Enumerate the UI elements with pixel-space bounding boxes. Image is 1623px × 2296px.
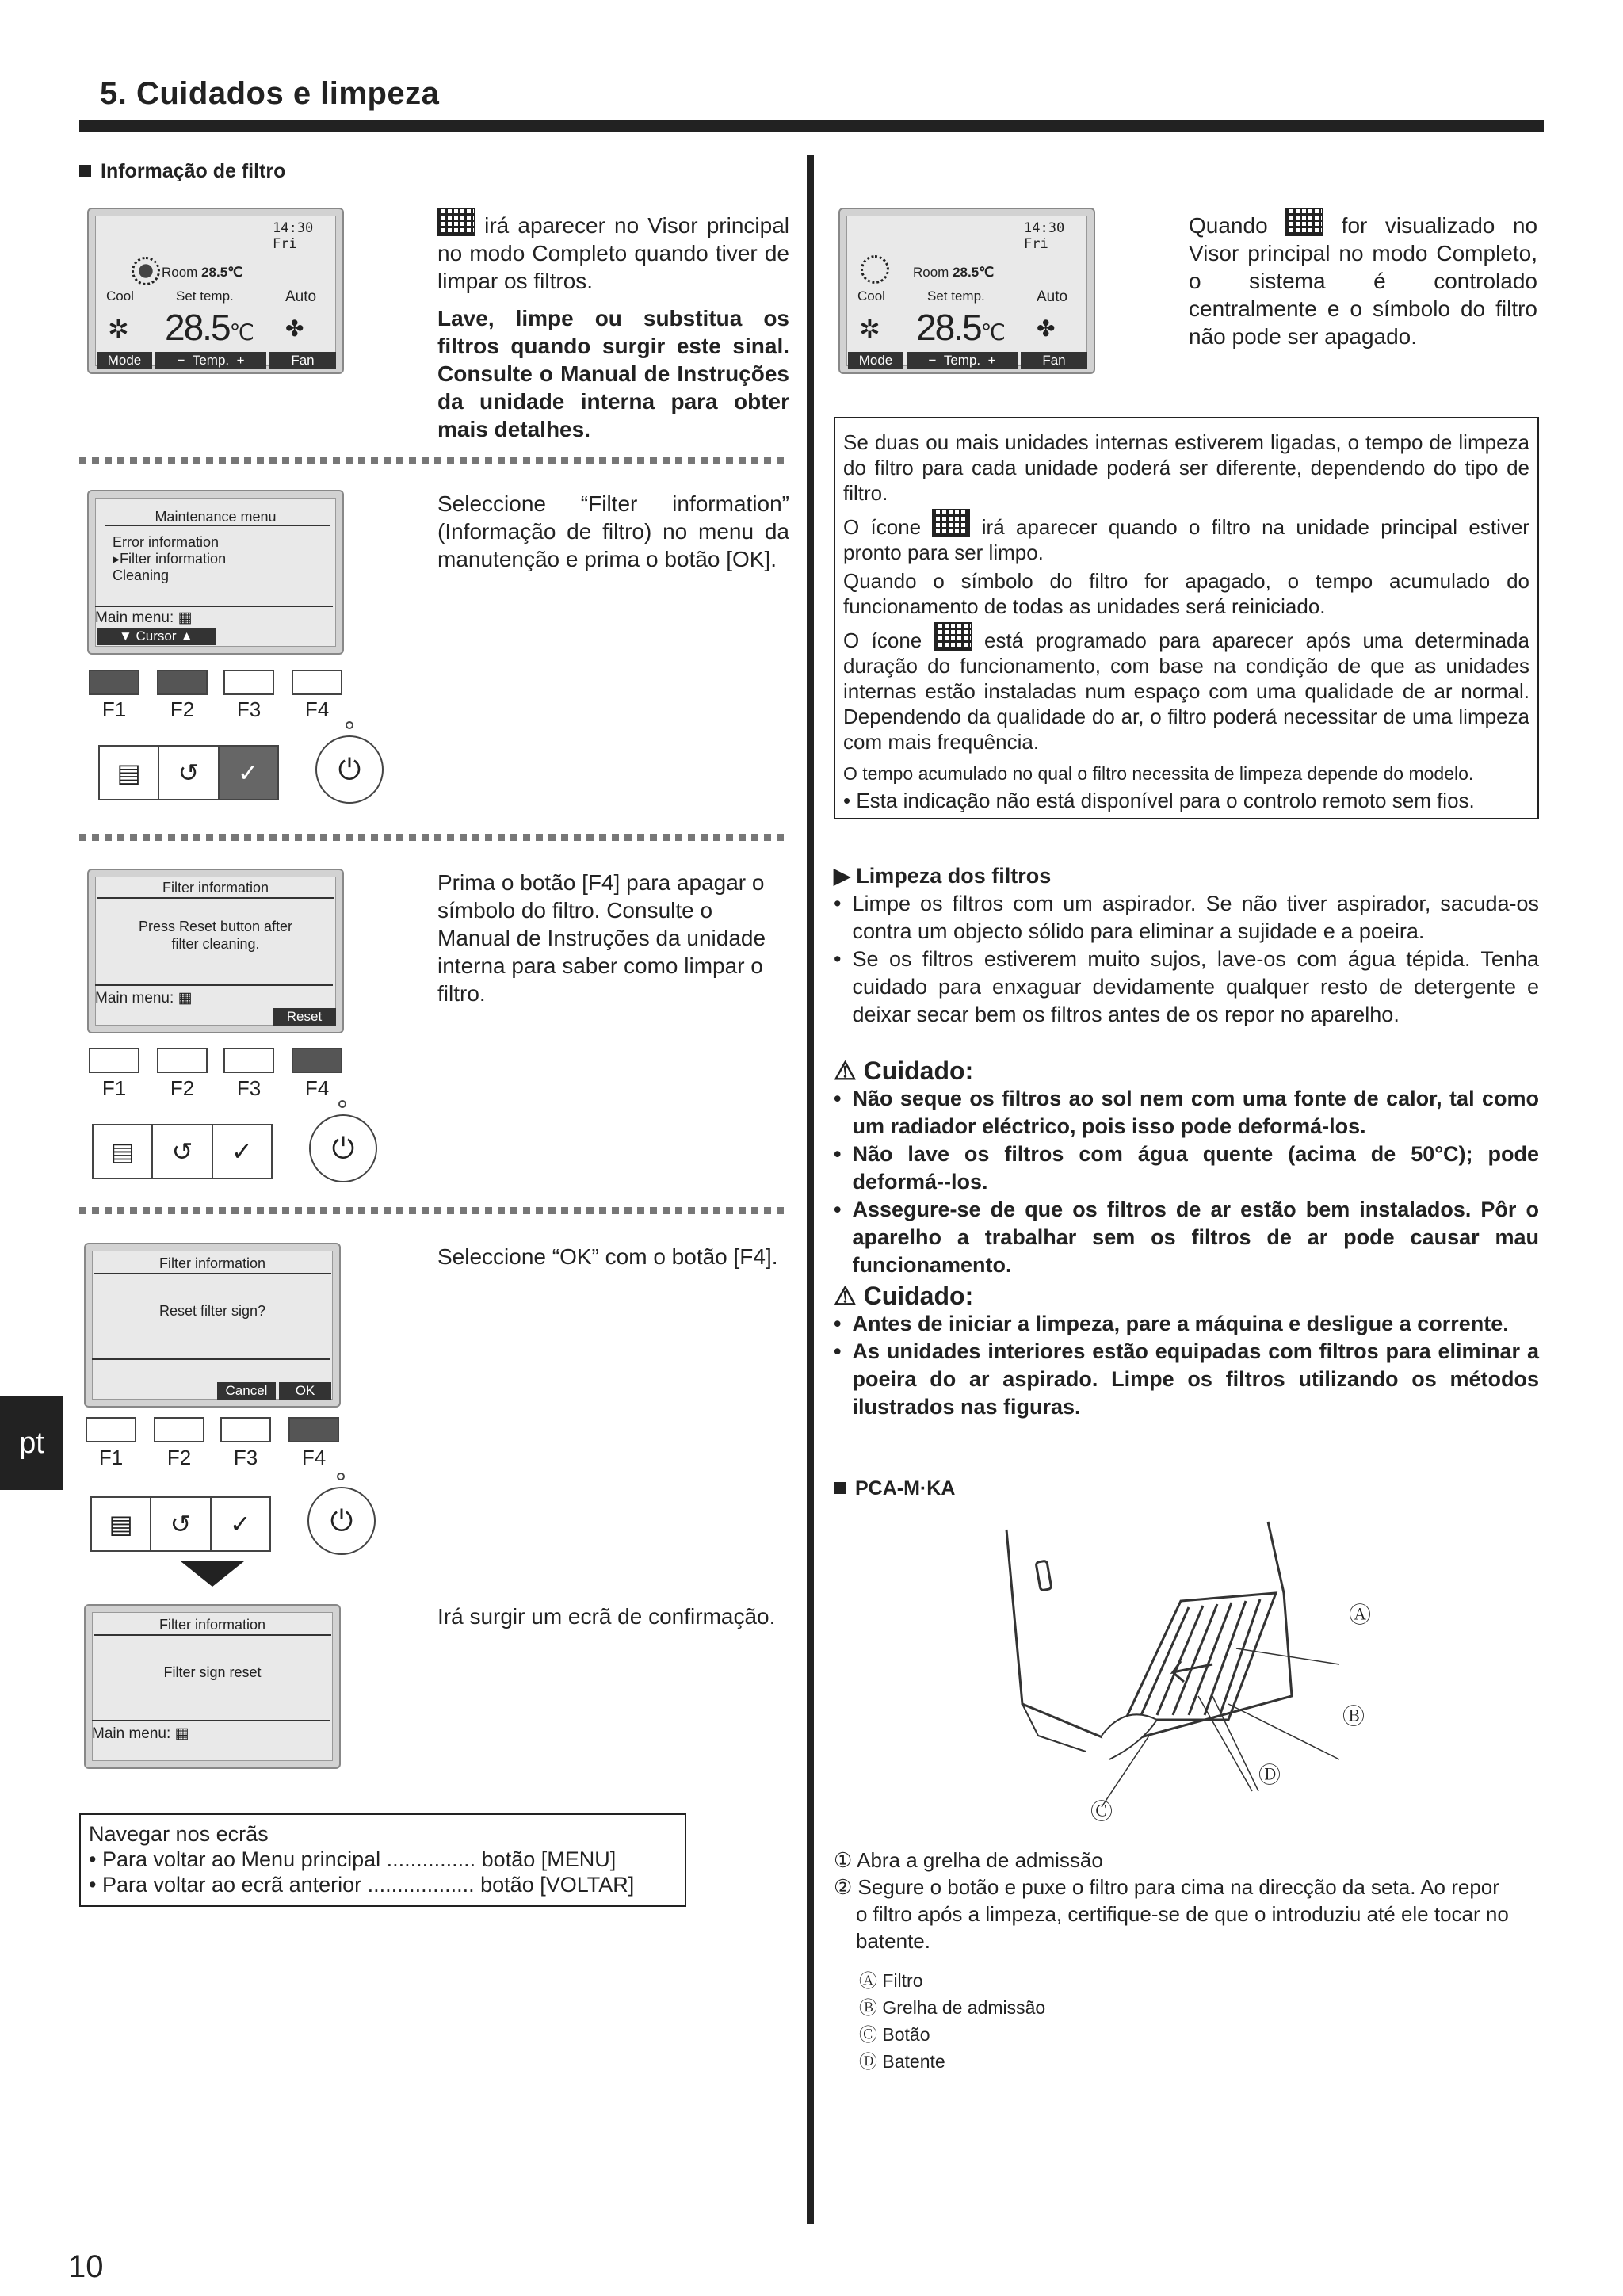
filter-alert-icon — [132, 257, 160, 285]
caution-title: Cuidado: — [863, 1282, 974, 1310]
lcd-main-menu-label: Main menu: — [95, 609, 174, 626]
power-led — [346, 721, 353, 729]
f2-key[interactable] — [157, 670, 208, 695]
f2-key[interactable] — [157, 1048, 208, 1073]
minus-icon: − — [177, 353, 185, 368]
lcd-set-temperature: 28.5 — [916, 307, 981, 348]
f4-key[interactable] — [288, 1417, 339, 1442]
lcd-temp-unit: ℃ — [229, 320, 253, 345]
lcd-day: Fri — [1024, 236, 1048, 252]
language-tab: pt — [0, 1396, 63, 1490]
back-button[interactable]: ↺ — [159, 747, 219, 799]
legend — [859, 1967, 1045, 2075]
filter-appear-text: irá aparecer no Visor principal no modo Completo quando tiver de limpar os filtros. — [437, 208, 789, 295]
lcd-menu-title: Maintenance menu — [155, 509, 277, 525]
menu-item-error-information[interactable]: Error information — [113, 534, 220, 550]
menu-item-cleaning[interactable]: Cleaning — [113, 567, 170, 583]
back-button[interactable]: ↺ — [153, 1125, 212, 1178]
caution-item: Antes de iniciar a limpeza, pare a máquina e desligue a corrente. — [852, 1312, 1509, 1335]
f1-label: F1 — [101, 697, 127, 721]
caution-item: Não lave os filtros com água quente (acima de 50°C); pode deformá--los. — [852, 1142, 1539, 1194]
f4-label: F4 — [304, 697, 330, 721]
info-wireless-note: • Esta indicação não está disponível para o controlo remoto sem fios. — [843, 789, 1475, 812]
central-control-text: Quando for visualizado no Visor principal no modo Completo, o sistema é controlado centralmente e o símbolo do filtro não pode ser apagado. — [1189, 208, 1537, 350]
lcd-mode-button-label: Mode — [97, 352, 152, 369]
plus-icon: + — [236, 353, 245, 368]
snowflake-icon: ✲ — [859, 315, 880, 343]
lcd-set-temperature: 28.5 — [165, 307, 230, 348]
f4-key[interactable] — [292, 1048, 342, 1073]
step-2-cont: o filtro após a limpeza, certifique-se de que o introduziu até ele tocar no batente. — [856, 1902, 1509, 1953]
lcd-main-screen — [87, 208, 344, 374]
page-number: 10 — [68, 2249, 104, 2284]
cleaning-item: Limpe os filtros com um aspirador. Se não tiver aspirador, sacuda-os contra um objecto sólido para eliminar a sujidade e a poeira. — [852, 892, 1539, 943]
lcd-main-screen-central — [838, 208, 1095, 374]
lcd-mode-button-label: Mode — [848, 352, 903, 369]
ok-button[interactable]: ✓ — [220, 747, 277, 799]
lcd-room-label: Room — [913, 265, 949, 280]
menu-item-filter-information[interactable]: ▸Filter information — [113, 551, 227, 567]
step-1: ① Abra a grelha de admissão — [834, 1848, 1103, 1872]
lcd-time: 14:30 — [1024, 220, 1065, 236]
label-d: Ⓓ — [1258, 1763, 1281, 1787]
caution-item: Não seque os filtros ao sol nem com uma fonte de calor, tal como um radiador eléctrico, pois isso pode deformá-los. — [852, 1087, 1539, 1138]
lcd-filter-message: Press Reset button after — [138, 919, 293, 934]
f1-key[interactable] — [86, 1417, 136, 1442]
lcd-room-label: Room — [162, 265, 198, 280]
menu-icon: ▦ — [174, 1725, 189, 1742]
control-buttons — [90, 1496, 271, 1552]
f3-label: F3 — [233, 1446, 258, 1469]
power-button[interactable]: ⏻ — [307, 1487, 376, 1555]
power-button[interactable]: ⏻ — [309, 1114, 377, 1182]
select-filter-info-text: Seleccione “Filter information” (Informação de filtro) no menu da manutenção e prima o botão [OK]. — [437, 491, 789, 571]
filter-warning-text: Lave, limpe ou substitua os filtros quando surgir este sinal. Consulte o Manual de Instruções da unidade interna para obter mais detalhes. — [437, 306, 789, 441]
f2-label: F2 — [166, 1446, 192, 1469]
lcd-mode-value: Cool — [857, 288, 885, 304]
f3-key[interactable] — [223, 670, 274, 695]
control-buttons — [92, 1124, 273, 1179]
minus-icon: − — [928, 353, 937, 368]
lcd-reset-confirmation: Filter sign reset — [163, 1664, 262, 1680]
central-control-icon — [861, 255, 889, 284]
fan-icon: ✤ — [285, 316, 304, 341]
legend-item: Ⓐ Filtro — [859, 1970, 923, 1991]
f1-label: F1 — [101, 1076, 127, 1100]
snowflake-icon: ✲ — [108, 315, 129, 343]
info-model-note: O tempo acumulado no qual o filtro necessita de limpeza depende do modelo. — [843, 763, 1474, 784]
menu-button[interactable]: ▤ — [92, 1498, 151, 1550]
separator — [79, 834, 788, 841]
filter-grid-icon — [932, 509, 970, 537]
section-title: Informação de filtro — [79, 160, 285, 183]
f4-key[interactable] — [292, 670, 342, 695]
down-arrow-icon — [181, 1561, 244, 1587]
filter-grid-icon — [934, 622, 972, 651]
info-reset-time: Quando o símbolo do filtro for apagado, o tempo acumulado do funcionamento de todas as unidades será reiniciado. — [843, 569, 1529, 618]
label-c: Ⓒ — [1090, 1799, 1113, 1824]
cleaning-title: ▶ Limpeza dos filtros — [834, 864, 1052, 888]
legend-item: Ⓑ Grelha de admissão — [859, 1997, 1046, 2018]
header-rule — [79, 120, 1544, 132]
caution-item: As unidades interiores estão equipadas com filtros para eliminar a poeira do ar aspirado. Limpe os filtros utilizando os métodos ilustrados nas figuras. — [852, 1339, 1539, 1419]
lcd-temp-button-label: Temp. — [192, 353, 230, 368]
control-buttons — [98, 745, 279, 800]
info-icon-ready: O ícone irá aparecer quando o filtro na unidade principal estiver pronto para ser limpo. — [843, 509, 1529, 565]
lcd-fan-value: Auto — [285, 288, 317, 305]
f4-label: F4 — [301, 1446, 327, 1469]
separator — [79, 1207, 788, 1214]
lcd-temp-button-label: Temp. — [943, 353, 981, 368]
info-icon-programmed: O ícone está programado para aparecer após uma determinada duração do funcionamento, com base na condição de que as unidades internas estão instaladas num espaço com uma qualidade de ar normal. Dependendo da qualidade do ar, o filtro poderá necessitar de uma limpeza com mais frequência. — [843, 622, 1529, 755]
lcd-set-temp-label: Set temp. — [176, 288, 234, 304]
menu-button[interactable]: ▤ — [94, 1125, 153, 1178]
f1-key[interactable] — [89, 670, 139, 695]
f3-label: F3 — [236, 1076, 262, 1100]
menu-icon: ▦ — [178, 609, 193, 626]
back-button[interactable]: ↺ — [151, 1498, 211, 1550]
lcd-fan-value: Auto — [1037, 288, 1068, 305]
lcd-day: Fri — [273, 236, 297, 252]
lcd-filter-message: filter cleaning. — [171, 936, 260, 952]
f2-label: F2 — [170, 1076, 195, 1100]
column-divider — [807, 155, 814, 2224]
fan-icon: ✤ — [1037, 316, 1056, 341]
cleaning-section: ▶ Limpeza dos filtros • Limpe os filtros com um aspirador. Se não tiver aspirador, sacuda-os contra um objecto sólido para eliminar a sujidade e a poeira. • Se os filtros estiverem muito sujos, lave-os com água tépida. Tenha cuidado para enxaguar devidamente qualquer resto de detergente e deixar secar bem os filtros antes de os repor no aparelho. — [834, 862, 1539, 1029]
menu-button[interactable]: ▤ — [100, 747, 159, 799]
f3-key[interactable] — [223, 1048, 274, 1073]
lcd-main-menu-label: Main menu: — [92, 1725, 171, 1742]
caution-item: Assegure-se de que os filtros de ar estão bem instalados. Pôr o aparelho a trabalhar sem os filtros de ar pode causar mau funcionamento. — [852, 1198, 1539, 1277]
warning-icon: ⚠ — [834, 1056, 857, 1085]
lcd-fan-button-label: Fan — [1021, 352, 1087, 369]
nav-title: Navegar nos ecrãs — [89, 1822, 269, 1846]
lcd-reset-question: Reset filter sign? — [158, 1303, 266, 1319]
filter-removal-illustration — [991, 1506, 1434, 1823]
lcd-fan-button-label: Fan — [269, 352, 336, 369]
filter-prohibited-icon — [1285, 208, 1323, 236]
f2-label: F2 — [170, 697, 195, 721]
f2-key[interactable] — [154, 1417, 204, 1442]
lcd-ok-label: OK — [279, 1382, 331, 1400]
navigation-box — [79, 1813, 686, 1907]
lcd-filter-title: Filter information — [158, 1617, 266, 1633]
f3-label: F3 — [236, 697, 262, 721]
f4-label: F4 — [304, 1076, 330, 1100]
caution-title: Cuidado: — [863, 1056, 974, 1085]
ok-button[interactable]: ✓ — [229, 1510, 251, 1538]
lcd-cursor-label: ▼ Cursor ▲ — [97, 628, 216, 645]
lcd-mode-value: Cool — [106, 288, 134, 304]
lcd-set-temp-label: Set temp. — [927, 288, 985, 304]
steps — [834, 1847, 1539, 1954]
f3-key[interactable] — [220, 1417, 271, 1442]
cleaning-item: Se os filtros estiverem muito sujos, lave-os com água tépida. Tenha cuidado para enxaguar devidamente qualquer resto de detergente e deixar secar bem os filtros antes de os repor no aparelho. — [852, 947, 1539, 1026]
step-2: ② Segure o botão e puxe o filtro para cima na direcção da seta. Ao repor — [834, 1875, 1499, 1899]
ok-button[interactable]: ✓ — [231, 1137, 253, 1166]
select-ok-text: Seleccione “OK” com o botão [F4]. — [437, 1244, 778, 1269]
lcd-cancel-label: Cancel — [217, 1382, 276, 1400]
info-multiple-units: Se duas ou mais unidades internas estiverem ligadas, o tempo de limpeza do filtro para cada unidade poderá ser diferente, dependendo do tipo de filtro. — [843, 430, 1529, 505]
lcd-reset-filter-sign — [84, 1243, 341, 1408]
f1-key[interactable] — [89, 1048, 139, 1073]
power-led — [337, 1473, 345, 1480]
model-title: PCA-M·KA — [834, 1477, 955, 1500]
page-title: 5. Cuidados e limpeza — [100, 76, 440, 111]
power-led — [338, 1100, 346, 1108]
lcd-time: 14:30 — [273, 220, 314, 236]
lcd-filter-sign-reset — [84, 1604, 341, 1769]
menu-icon: ▦ — [178, 990, 193, 1007]
lcd-temp-unit: ℃ — [980, 320, 1004, 345]
reset-filter-text: Prima o botão [F4] para apagar o símbolo do filtro. Consulte o Manual de Instruções da unidade interna para saber como limpar o filtro. — [437, 870, 766, 1006]
lcd-filter-title: Filter information — [158, 1255, 266, 1271]
lcd-reset-label: Reset — [273, 1008, 336, 1026]
power-button[interactable]: ⏻ — [315, 735, 384, 804]
lcd-room-temp: 28.5℃ — [201, 265, 243, 280]
label-b: Ⓑ — [1342, 1704, 1365, 1729]
lcd-room-temp: 28.5℃ — [953, 265, 995, 280]
legend-item: Ⓒ Botão — [859, 2024, 930, 2045]
filter-grid-icon — [437, 208, 475, 236]
info-box — [834, 417, 1539, 819]
label-a: Ⓐ — [1349, 1603, 1372, 1627]
nav-menu-line: • Para voltar ao Menu principal ............... botão [MENU] — [89, 1847, 617, 1871]
separator — [79, 457, 788, 464]
legend-item: Ⓓ Batente — [859, 2051, 945, 2072]
lcd-filter-information — [87, 869, 344, 1033]
lcd-filter-title: Filter information — [162, 880, 269, 896]
lcd-maintenance-menu — [87, 490, 344, 655]
lcd-main-menu-label: Main menu: — [95, 990, 174, 1007]
confirmation-text: Irá surgir um ecrã de confirmação. — [437, 1604, 776, 1629]
nav-back-line: • Para voltar ao ecrã anterior .................. botão [VOLTAR] — [89, 1873, 635, 1897]
f1-label: F1 — [98, 1446, 124, 1469]
warning-icon: ⚠ — [834, 1282, 857, 1310]
plus-icon: + — [987, 353, 996, 368]
caution-section: ⚠ Cuidado: • Não seque os filtros ao sol nem com uma fonte de calor, tal como um radiador eléctrico, pois isso pode deformá-los. • Não lave os filtros com água quente (acima de 50°C); pode deformá--los. • Assegure-se de que os filtros de ar estão bem instalados. Pôr o aparelho a trabalhar sem os filtros de ar pode causar mau funcionamento. ⚠ Cuidado: • Antes de iniciar a limpeza, pare a máquina e desligue a corrente. • As unidades interiores estão equipadas com filtros para eliminar a poeira do ar aspirado. Limpe os filtros utilizando os métodos ilustrados nas figuras. — [834, 1057, 1539, 1421]
